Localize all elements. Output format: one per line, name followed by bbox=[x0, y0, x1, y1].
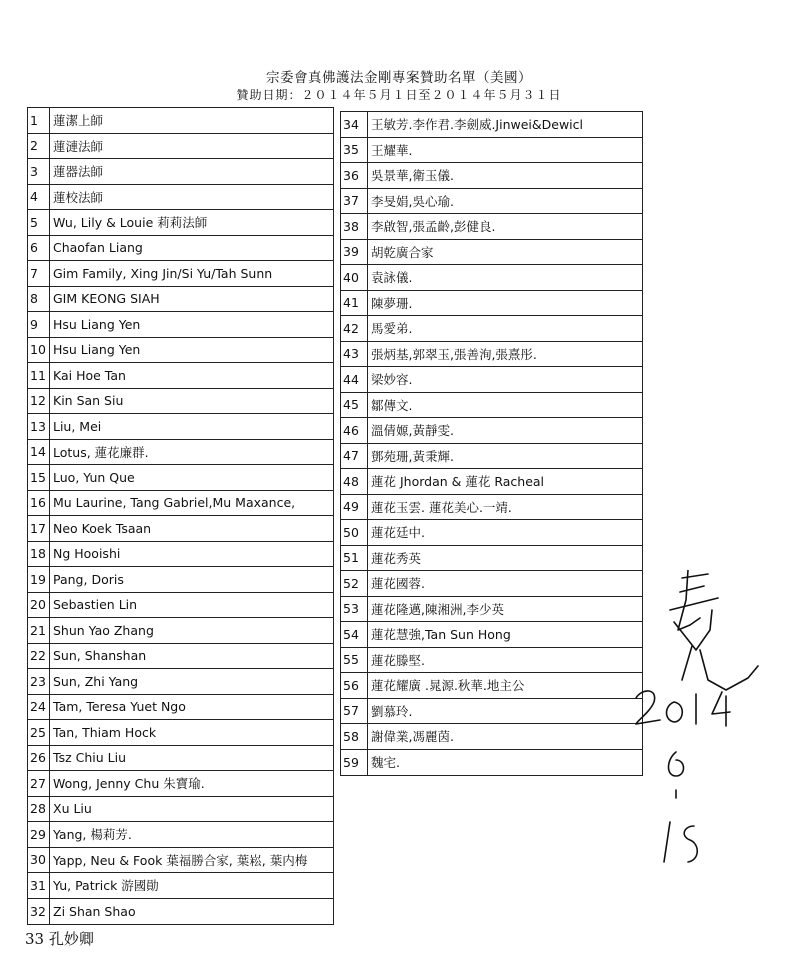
sponsor-name: Chaofan Liang bbox=[53, 240, 143, 256]
table-row bbox=[28, 797, 333, 823]
table-row bbox=[28, 261, 333, 287]
sponsor-name: Yu, Patrick 游國勛 bbox=[53, 878, 159, 894]
row-number: 41 bbox=[341, 291, 368, 316]
row-number: 1 bbox=[28, 108, 50, 133]
row-number: 11 bbox=[28, 363, 50, 388]
sponsor-name: Pang, Doris bbox=[53, 571, 124, 587]
table-row bbox=[341, 393, 642, 419]
row-number: 2 bbox=[28, 134, 50, 159]
table-row bbox=[28, 873, 333, 899]
table-row bbox=[28, 593, 333, 619]
sponsor-name: Tan, Thiam Hock bbox=[53, 724, 157, 740]
table-row bbox=[341, 316, 642, 342]
table-row bbox=[28, 389, 333, 415]
table-row bbox=[28, 567, 333, 593]
sponsor-name: Yang, 楊莉芳. bbox=[53, 827, 132, 843]
sponsor-name: Hsu Liang Yen bbox=[53, 316, 141, 332]
sponsor-name: 袁詠儀. bbox=[371, 270, 413, 286]
sponsor-name: 陳夢珊. bbox=[371, 295, 413, 311]
row-number: 49 bbox=[341, 495, 368, 520]
row-number: 20 bbox=[28, 593, 50, 618]
sponsor-name: 蓮花耀廣 .晁源.秋華.地主公 bbox=[371, 678, 525, 694]
row-number: 32 bbox=[28, 899, 50, 925]
row-number: 59 bbox=[341, 750, 368, 776]
row-number: 10 bbox=[28, 338, 50, 363]
row-number: 16 bbox=[28, 491, 50, 516]
row-number: 42 bbox=[341, 316, 368, 341]
sponsor-name: Kai Hoe Tan bbox=[53, 367, 126, 383]
row-number: 29 bbox=[28, 822, 50, 847]
sponsor-name: Sun, Shanshan bbox=[53, 648, 147, 664]
table-row bbox=[341, 750, 642, 776]
table-row bbox=[341, 163, 642, 189]
table-row bbox=[28, 185, 333, 211]
sponsor-name: 蓮花滕堅. bbox=[371, 652, 425, 668]
sponsor-name: 李旻娟,吳心瑜. bbox=[371, 193, 454, 209]
sponsor-name: 蓮漣法師 bbox=[53, 138, 104, 154]
sponsor-name: Lotus, 蓮花廉群. bbox=[53, 444, 149, 460]
table-row bbox=[341, 597, 642, 623]
sponsor-name: Sebastien Lin bbox=[53, 597, 138, 613]
sponsor-name: Wong, Jenny Chu 朱寶瑜. bbox=[53, 776, 205, 792]
row-number: 25 bbox=[28, 720, 50, 745]
sponsor-name: Luo, Yun Que bbox=[53, 469, 135, 485]
table-row bbox=[341, 673, 642, 699]
row-number: 45 bbox=[341, 393, 368, 418]
table-row bbox=[341, 495, 642, 521]
row-number: 12 bbox=[28, 389, 50, 414]
table-row bbox=[341, 240, 642, 266]
sponsor-name: 蓮花隆邁,陳湘洲,李少英 bbox=[371, 601, 504, 617]
table-row bbox=[341, 138, 642, 164]
table-row bbox=[28, 414, 333, 440]
sponsor-name: Neo Koek Tsaan bbox=[53, 520, 152, 536]
sponsor-name: 蓮器法師 bbox=[53, 164, 104, 180]
row-number: 4 bbox=[28, 185, 50, 210]
table-row bbox=[28, 440, 333, 466]
row-number: 24 bbox=[28, 695, 50, 720]
sponsor-name: Ng Hooishi bbox=[53, 546, 121, 562]
table-row bbox=[341, 724, 642, 750]
sponsor-name: Sun, Zhi Yang bbox=[53, 673, 139, 689]
row-number: 57 bbox=[341, 699, 368, 724]
row-number: 58 bbox=[341, 724, 368, 749]
table-row bbox=[28, 236, 333, 262]
sponsor-name: Shun Yao Zhang bbox=[53, 622, 154, 638]
row-number: 21 bbox=[28, 618, 50, 643]
row-number: 50 bbox=[341, 520, 368, 545]
row-number: 14 bbox=[28, 440, 50, 465]
table-row bbox=[341, 214, 642, 240]
sponsor-name: 鄧苑珊,黃秉輝. bbox=[371, 448, 454, 464]
row-number: 22 bbox=[28, 644, 50, 669]
row-number: 30 bbox=[28, 848, 50, 873]
table-row bbox=[341, 520, 642, 546]
table-row bbox=[28, 695, 333, 721]
row-number: 15 bbox=[28, 465, 50, 490]
row-number: 7 bbox=[28, 261, 50, 286]
sponsor-name: Kin San Siu bbox=[53, 393, 124, 409]
table-row bbox=[28, 644, 333, 670]
sponsor-name: 謝偉業,馮麗茵. bbox=[371, 729, 454, 745]
row-number: 39 bbox=[341, 240, 368, 265]
sponsor-name: 胡乾廣合家 bbox=[371, 244, 434, 260]
row-number: 9 bbox=[28, 312, 50, 337]
table-row bbox=[28, 848, 333, 874]
row-number: 31 bbox=[28, 873, 50, 898]
sponsor-name: 蓮花秀英 bbox=[371, 550, 422, 566]
sponsor-name: 溫倩嫄,黃靜雯. bbox=[371, 423, 454, 439]
document-subtitle: 贊助日期：２０１４年５月１日至２０１４年５月３１日 bbox=[236, 88, 562, 102]
row-number: 5 bbox=[28, 210, 50, 235]
sponsor-name: 梁妙容. bbox=[371, 372, 413, 388]
row-number: 43 bbox=[341, 342, 368, 367]
sponsor-name: 蓮花玉雲. 蓮花美心.一靖. bbox=[371, 499, 512, 515]
row-number: 56 bbox=[341, 673, 368, 698]
table-row bbox=[341, 648, 642, 674]
sponsor-name: Xu Liu bbox=[53, 801, 92, 817]
table-row bbox=[341, 571, 642, 597]
table-row bbox=[341, 444, 642, 470]
table-row bbox=[28, 618, 333, 644]
row-number: 8 bbox=[28, 287, 50, 312]
sponsor-name: 蓮潔上師 bbox=[53, 113, 104, 129]
table-row bbox=[28, 465, 333, 491]
row-number: 48 bbox=[341, 469, 368, 494]
row-number: 13 bbox=[28, 414, 50, 439]
table-row bbox=[341, 367, 642, 393]
row-number: 38 bbox=[341, 214, 368, 239]
sponsor-name: 馬愛弟. bbox=[371, 321, 413, 337]
sponsor-name: Wu, Lily & Louie 莉莉法師 bbox=[53, 215, 208, 231]
row-number: 37 bbox=[341, 189, 368, 214]
row-number: 52 bbox=[341, 571, 368, 596]
table-row bbox=[28, 363, 333, 389]
sponsor-name: 鄒傳文. bbox=[371, 397, 413, 413]
row-number: 51 bbox=[341, 546, 368, 571]
table-row bbox=[28, 210, 333, 236]
row-number: 17 bbox=[28, 516, 50, 541]
table-row bbox=[28, 899, 333, 925]
row-number: 3 bbox=[28, 159, 50, 184]
sponsor-name: Yapp, Neu & Fook 葉福勝合家, 葉崧, 葉内梅 bbox=[53, 852, 308, 868]
table-row bbox=[28, 108, 333, 134]
sponsor-name: 張炳基,郭翠玉,張善洵,張熹彤. bbox=[371, 346, 537, 362]
row-number: 46 bbox=[341, 418, 368, 443]
table-row bbox=[28, 822, 333, 848]
table-row bbox=[28, 134, 333, 160]
table-row bbox=[28, 516, 333, 542]
table-row bbox=[28, 669, 333, 695]
handwritten-signature bbox=[630, 570, 790, 890]
table-row bbox=[28, 491, 333, 517]
table-row bbox=[341, 291, 642, 317]
table-row bbox=[341, 546, 642, 572]
sponsor-name: 魏宅. bbox=[371, 755, 400, 771]
table-row bbox=[341, 622, 642, 648]
sponsor-name: Liu, Mei bbox=[53, 418, 102, 434]
sponsor-name: Tam, Teresa Yuet Ngo bbox=[53, 699, 186, 715]
sponsor-name: 王耀華. bbox=[371, 142, 413, 158]
sponsor-name: 蓮校法師 bbox=[53, 189, 104, 205]
sponsor-name: Tsz Chiu Liu bbox=[53, 750, 126, 766]
table-row bbox=[341, 418, 642, 444]
sponsor-name: Hsu Liang Yen bbox=[53, 342, 141, 358]
row-number: 36 bbox=[341, 163, 368, 188]
row-number: 35 bbox=[341, 138, 368, 163]
row-number: 19 bbox=[28, 567, 50, 592]
table-row bbox=[341, 469, 642, 495]
sponsor-name: 吳景華,衛玉儀. bbox=[371, 168, 454, 184]
table-row bbox=[28, 287, 333, 313]
row-number: 28 bbox=[28, 797, 50, 822]
table-row bbox=[28, 312, 333, 338]
sponsor-name: 李啟智,張孟齡,彭健良. bbox=[371, 219, 496, 235]
row-number: 23 bbox=[28, 669, 50, 694]
row-number: 18 bbox=[28, 542, 50, 567]
row-number: 40 bbox=[341, 265, 368, 290]
row-number: 55 bbox=[341, 648, 368, 673]
row-number: 47 bbox=[341, 444, 368, 469]
handwritten-entry: 33 孔妙卿 bbox=[25, 930, 94, 948]
sponsor-name: 蓮花 Jhordan & 蓮花 Racheal bbox=[371, 474, 545, 490]
table-row bbox=[341, 699, 642, 725]
row-number: 44 bbox=[341, 367, 368, 392]
row-number: 26 bbox=[28, 746, 50, 771]
sponsor-name: 王敏芳.李作君.李劍威.Jinwei&Dewicl bbox=[371, 117, 583, 133]
table-row bbox=[341, 265, 642, 291]
sponsor-name: Gim Family, Xing Jin/Si Yu/Tah Sunn bbox=[53, 265, 273, 281]
table-row bbox=[341, 189, 642, 215]
sponsor-name: Zi Shan Shao bbox=[53, 903, 136, 919]
sponsor-name: 蓮花廷中. bbox=[371, 525, 425, 541]
table-row bbox=[28, 746, 333, 772]
document-title: 宗委會真佛護法金剛專案贊助名單（美國） bbox=[266, 70, 532, 86]
sponsor-name: Mu Laurine, Tang Gabriel,Mu Maxance, bbox=[53, 495, 296, 511]
row-number: 6 bbox=[28, 236, 50, 261]
row-number: 34 bbox=[341, 112, 368, 137]
table-row bbox=[341, 112, 642, 138]
sponsor-name: 劉慕玲. bbox=[371, 703, 413, 719]
row-number: 53 bbox=[341, 597, 368, 622]
table-row bbox=[28, 720, 333, 746]
table-row bbox=[28, 159, 333, 185]
sponsor-name: 蓮花慧強,Tan Sun Hong bbox=[371, 627, 511, 643]
table-row bbox=[28, 771, 333, 797]
table-row bbox=[341, 342, 642, 368]
row-number: 27 bbox=[28, 771, 50, 796]
sponsor-name: 蓮花國蓉. bbox=[371, 576, 425, 592]
table-row bbox=[28, 338, 333, 364]
sponsor-name: GIM KEONG SIAH bbox=[53, 291, 160, 307]
table-row bbox=[28, 542, 333, 568]
sponsor-table-left bbox=[27, 107, 334, 925]
sponsor-table-right bbox=[340, 111, 643, 776]
row-number: 54 bbox=[341, 622, 368, 647]
